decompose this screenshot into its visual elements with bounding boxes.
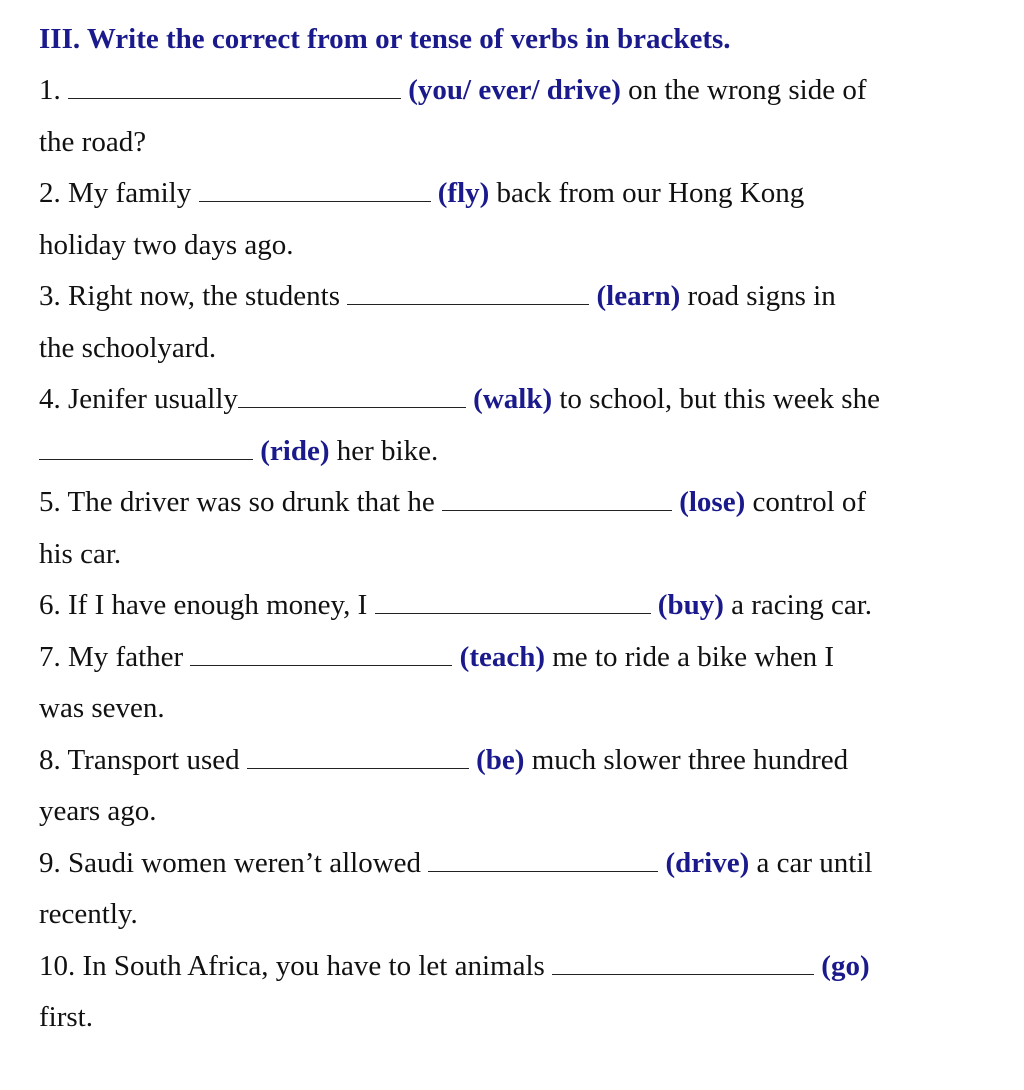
question-number: 7. xyxy=(39,640,61,673)
verb-hint: (fly) xyxy=(437,177,490,209)
question-10 xyxy=(39,941,999,1044)
question-text: Saudi women weren’t allowed xyxy=(68,846,422,879)
answer-blank[interactable] xyxy=(190,643,452,666)
question-text: much slower three hundred xyxy=(531,743,849,776)
question-text: on the wrong side of xyxy=(628,74,867,106)
question-1 xyxy=(39,65,999,168)
answer-blank[interactable] xyxy=(347,282,589,305)
question-text-continued: the schoolyard. xyxy=(39,331,217,364)
question-text: In South Africa, you have to let animals xyxy=(82,949,545,982)
question-5 xyxy=(39,477,999,580)
question-text: Transport used xyxy=(67,743,240,776)
question-text-continued: was seven. xyxy=(39,692,165,724)
question-text: me to ride a bike when I xyxy=(552,640,835,673)
question-text: control of xyxy=(752,486,867,518)
verb-hint: (lose) xyxy=(679,486,746,518)
question-9 xyxy=(39,838,999,941)
question-number: 4. xyxy=(39,383,61,415)
answer-blank[interactable] xyxy=(428,849,658,872)
worksheet xyxy=(39,14,999,1044)
question-6 xyxy=(39,580,999,632)
question-text: road signs in xyxy=(687,280,836,312)
question-text: The driver was so drunk that he xyxy=(67,486,435,518)
question-text-continued: the road? xyxy=(39,125,147,158)
question-text-continued: recently. xyxy=(39,898,138,930)
question-3 xyxy=(39,271,999,374)
question-number: 2. xyxy=(39,177,61,209)
answer-blank[interactable] xyxy=(68,76,401,99)
answer-blank[interactable] xyxy=(247,746,469,769)
verb-hint: (be) xyxy=(476,743,525,776)
question-text: to school, but this week she xyxy=(559,383,880,415)
question-number: 9. xyxy=(39,846,61,879)
question-text: a racing car. xyxy=(731,589,873,621)
verb-hint: (walk) xyxy=(473,383,553,415)
question-text: a car until xyxy=(756,846,873,879)
verb-hint: (learn) xyxy=(596,280,681,312)
verb-hint: (go) xyxy=(821,949,870,982)
question-number: 6. xyxy=(39,589,61,621)
question-4 xyxy=(39,374,999,477)
question-text: her bike. xyxy=(336,434,439,467)
verb-hint: (you/ ever/ drive) xyxy=(408,74,621,106)
question-number: 5. xyxy=(39,486,61,518)
question-text: My father xyxy=(68,640,184,673)
question-text-continued: years ago. xyxy=(39,795,157,827)
exercise-heading: III. Write the correct from or tense of verbs in brackets. xyxy=(39,23,731,55)
question-text: My family xyxy=(68,177,192,209)
question-text: If I have enough money, I xyxy=(68,589,368,621)
question-7 xyxy=(39,632,999,735)
question-text: Right now, the students xyxy=(68,280,341,312)
question-text: Jenifer usually xyxy=(68,383,238,415)
verb-hint: (buy) xyxy=(657,589,724,621)
verb-hint-2: (ride) xyxy=(260,434,330,467)
question-text-continued: holiday two days ago. xyxy=(39,228,294,261)
question-8 xyxy=(39,735,999,838)
answer-blank[interactable] xyxy=(552,952,814,975)
question-number: 3. xyxy=(39,280,61,312)
answer-blank-2[interactable] xyxy=(39,437,253,460)
question-number: 10. xyxy=(39,949,76,982)
answer-blank[interactable] xyxy=(442,488,672,511)
question-number: 1. xyxy=(39,74,61,106)
question-number: 8. xyxy=(39,743,61,776)
answer-blank[interactable] xyxy=(375,591,651,614)
question-2 xyxy=(39,168,999,271)
answer-blank[interactable] xyxy=(238,385,466,408)
verb-hint: (teach) xyxy=(459,640,545,673)
question-text-continued: first. xyxy=(39,1001,93,1033)
answer-blank[interactable] xyxy=(199,179,431,202)
question-text: back from our Hong Kong xyxy=(496,177,805,209)
verb-hint: (drive) xyxy=(665,846,750,879)
question-text-continued: his car. xyxy=(39,537,122,570)
